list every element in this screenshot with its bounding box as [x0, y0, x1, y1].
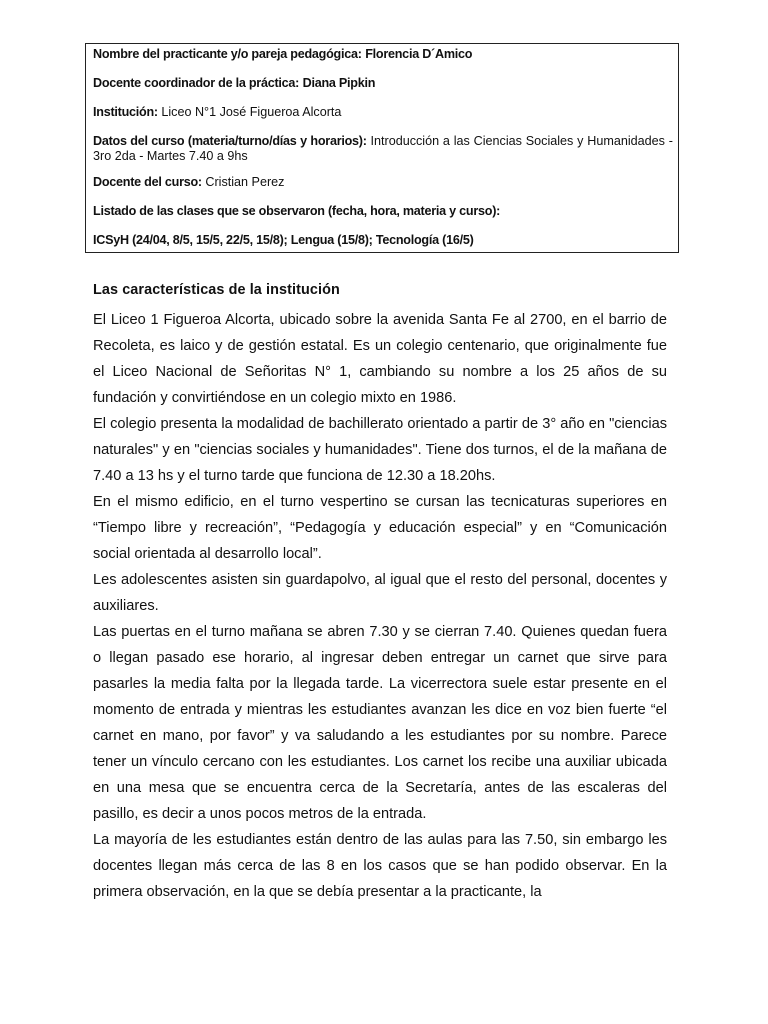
- section-heading: Las características de la institución: [93, 282, 340, 298]
- paragraph-6: La mayoría de les estudiantes están dentro de las aulas para las 7.50, sin embargo les docentes llegan más cerca de las 8 en los casos que se han podido observar. En la primera observación, en la que se debía presentar a la practicante, la: [93, 832, 667, 900]
- clases-row: [93, 204, 673, 219]
- practicante-label: Nombre del practicante y/o pareja pedagógica:: [93, 47, 362, 61]
- paragraph-2: El colegio presenta la modalidad de bachillerato orientado a partir de 3° año en "ciencias naturales" y en "ciencias sociales y humanidades". Tiene dos turnos, el de la mañana de 7.40 a 13 hs y el turno tarde que funciona de 12.30 a 18.20hs.: [93, 416, 667, 484]
- docente-value: Cristian Perez: [205, 175, 285, 189]
- paragraph-3: En el mismo edificio, en el turno vespertino se cursan las tecnicaturas superiores en “Tiempo libre y recreación”, “Pedagogía y educación especial” y en “Comunicación social orientada al desarrollo local”.: [93, 494, 667, 562]
- coordinador-value: Diana Pipkin: [302, 76, 376, 90]
- institucion-label: Institución:: [93, 105, 158, 119]
- docente-row: [93, 175, 673, 190]
- coordinador-row: [93, 76, 673, 91]
- course-info-box: [85, 43, 679, 253]
- paragraph-4: Les adolescentes asisten sin guardapolvo, al igual que el resto del personal, docentes y auxiliares.: [93, 572, 667, 614]
- body-text: [93, 307, 667, 905]
- curso-label: Datos del curso (materia/turno/días y horarios):: [93, 134, 367, 148]
- clases-value-row: [93, 233, 673, 248]
- paragraph-5: Las puertas en el turno mañana se abren 7.30 y se cierran 7.40. Quienes quedan fuera o llegan pasado ese horario, al ingresar deben entregar un carnet que sirve para pasarles la media falta por la llegada tarde. La vicerrectora suele estar presente en el momento de entrada y mientras les estudiantes avanzan les dice en voz bien fuerte “el carnet en mano, por favor” y va saludando a les estudiantes por su nombre. Parece tener un vínculo cercano con les estudiantes. Los carnet los recibe una auxiliar ubicada en una mesa que se encuentra cerca de la Secretaría, antes de las escaleras del pasillo, es decir a unos pocos metros de la entrada.: [93, 624, 667, 822]
- practicante-row: [93, 47, 673, 62]
- practicante-value: Florencia D´Amico: [365, 47, 473, 61]
- coordinador-label: Docente coordinador de la práctica:: [93, 76, 300, 90]
- curso-row: [93, 134, 673, 164]
- paragraph-1: El Liceo 1 Figueroa Alcorta, ubicado sobre la avenida Santa Fe al 2700, en el barrio de Recoleta, es laico y de gestión estatal. Es un colegio centenario, que originalmente fue el Liceo Nacional de Señoritas N° 1, cambiando su nombre a los 25 años de su fundación y convirtiéndose en un colegio mixto en 1986.: [93, 312, 667, 406]
- clases-value: ICSyH (24/04, 8/5, 15/5, 22/5, 15/8); Lengua (15/8); Tecnología (16/5): [93, 233, 474, 247]
- institucion-value: Liceo N°1 José Figueroa Alcorta: [161, 105, 342, 119]
- docente-label: Docente del curso:: [93, 175, 202, 189]
- clases-label: Listado de las clases que se observaron (fecha, hora, materia y curso):: [93, 204, 501, 218]
- curso-value: Introducción a las Ciencias Sociales y Humanidades - 3ro 2da - Martes 7.40 a 9hs: [93, 134, 673, 163]
- institucion-row: [93, 105, 673, 120]
